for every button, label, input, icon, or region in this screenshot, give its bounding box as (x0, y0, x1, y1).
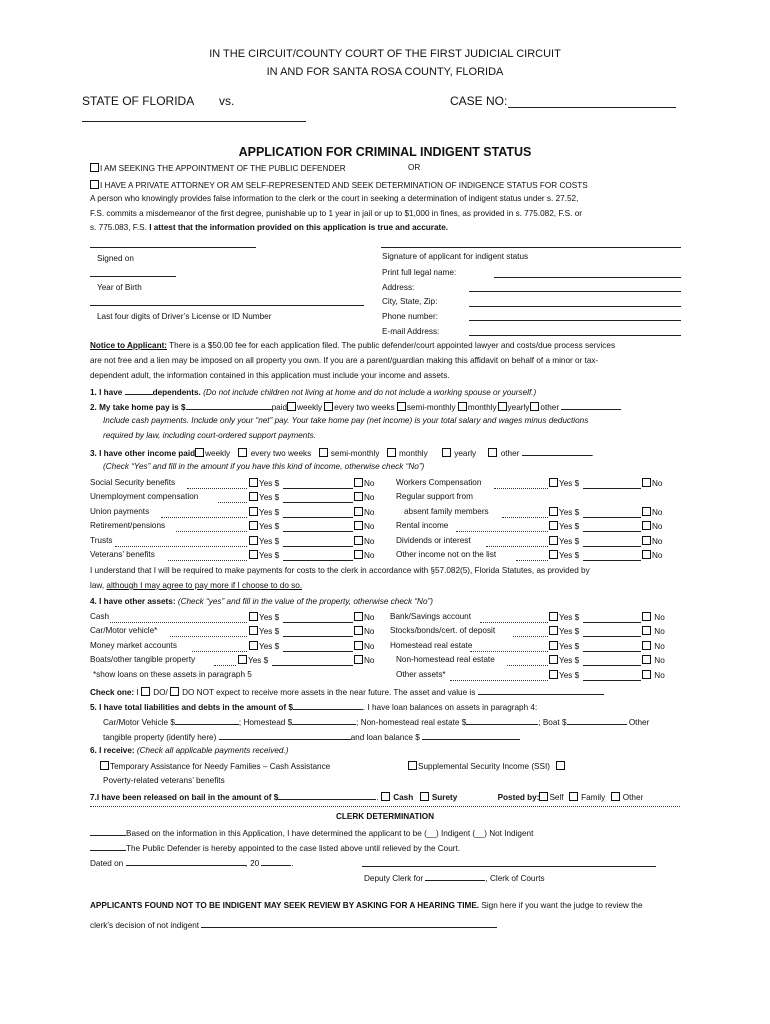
warning-line2: F.S. commits a misdemeanor of the first degree, punishable up to 1 year in jail or up to $1,000 in fines, as provided in s. 775.082, F.S. or (90, 209, 582, 218)
license-label: Last four digits of Driver’s License or ID Number (97, 312, 272, 321)
asset-row: Car/Motor vehicle* (90, 626, 158, 635)
dated-field[interactable] (126, 857, 246, 866)
court-heading-line1: IN THE CIRCUIT/COUNTY COURT OF THE FIRST JUDICIAL CIRCUIT (209, 48, 561, 60)
q5-liabilities: 5. I have total liabilities and debts in the amount of $ . I have loan balances on assets in paragraph 4: (90, 703, 538, 712)
clerk-dated: Dated on , 20 . (90, 859, 294, 868)
section-divider (90, 806, 680, 807)
tangible-identify-field[interactable] (219, 731, 351, 740)
public-defender-option[interactable]: I AM SEEKING THE APPOINTMENT OF THE PUBLIC DEFENDER (90, 163, 346, 173)
asset-yes-field[interactable]: Yes $ (549, 655, 579, 665)
pay-weekly-checkbox[interactable] (287, 402, 296, 411)
income-no-checkbox[interactable]: No (642, 478, 662, 488)
income-row: Workers Compensation (396, 478, 482, 487)
bail-surety-checkbox[interactable] (420, 792, 429, 801)
other-income-semimonthly-checkbox[interactable] (319, 448, 328, 457)
asset-no-checkbox[interactable]: No (354, 655, 374, 665)
warning-line3: s. 775.083, F.S. I attest that the information provided on this application is true and accurate. (90, 223, 449, 232)
address-label: Address: (382, 283, 415, 292)
year-of-birth-label: Year of Birth (97, 283, 142, 292)
deputy-signature-field[interactable] (362, 866, 656, 867)
deputy-clerk-line: Deputy Clerk for , Clerk of Courts (364, 874, 545, 883)
asset-row: Other assets* (396, 670, 446, 679)
phone-field[interactable] (469, 320, 681, 321)
clerk-title: CLERK DETERMINATION (335, 812, 435, 821)
q5-tangible-line: tangible property (identify here) and loan balance $ (103, 731, 520, 742)
other-income-other-checkbox[interactable] (488, 448, 497, 457)
income-no-checkbox[interactable]: No (642, 550, 662, 560)
check-one-line: Check one: I DO/ DO NOT expect to receive more assets in the near future. The asset and value is (90, 686, 604, 697)
posted-other-checkbox[interactable] (611, 792, 620, 801)
income-row: Other income not on the list (396, 550, 497, 559)
private-attorney-option[interactable]: I HAVE A PRIVATE ATTORNEY OR AM SELF-REPRESENTED AND SEEK DETERMINATION OF INDIGENCE STATUS FOR COSTS (90, 180, 588, 190)
income-row: Unemployment compensation (90, 492, 199, 501)
other-income-monthly-checkbox[interactable] (387, 448, 396, 457)
pay-biweekly-checkbox[interactable] (324, 402, 333, 411)
email-label: E-mail Address: (382, 327, 440, 336)
asset-no-checkbox[interactable]: No (642, 655, 665, 665)
income-no-checkbox[interactable]: No (354, 507, 374, 517)
q4-assets: 4. I have other assets: (Check “yes” and fill in the value of the property, otherwise check “No”) (90, 597, 433, 606)
posted-self-checkbox[interactable] (539, 792, 548, 801)
public-defender-checkbox[interactable] (90, 163, 99, 172)
q7-bail: 7.I have been released on bail in the amount of $ . Cash Surety Posted by: Self Family Other (90, 793, 644, 802)
asset-yes-field[interactable]: Yes $ (238, 655, 268, 665)
asset-no-checkbox[interactable]: No (354, 641, 374, 651)
income-row: Veterans’ benefits (90, 550, 155, 559)
nonhomestead-loan-field[interactable] (466, 716, 538, 725)
asset-yes-field[interactable]: Yes $ (249, 626, 279, 636)
income-yes-field[interactable]: Yes $ (249, 507, 279, 517)
asset-yes-field[interactable]: Yes $ (549, 626, 579, 636)
clerk-line2: The Public Defender is hereby appointed to the case listed above until relieved by the Court. (90, 842, 460, 853)
year-of-birth-field[interactable] (90, 276, 176, 277)
income-row: absent family members (404, 507, 489, 516)
signed-on-field[interactable] (90, 247, 256, 248)
asset-row: Cash (90, 612, 110, 621)
asset-value-field[interactable] (478, 686, 604, 695)
income-yes-field[interactable]: Yes $ (249, 550, 279, 560)
asset-no-checkbox[interactable]: No (642, 641, 665, 651)
form-title: APPLICATION FOR CRIMINAL INDIGENT STATUS (238, 145, 532, 159)
tanf-checkbox[interactable] (100, 761, 109, 770)
case-no-field[interactable] (508, 107, 676, 108)
print-name-label: Print full legal name: (382, 268, 457, 277)
understand-line2: law, although I may agree to pay more if I choose to do so. (90, 581, 303, 590)
income-no-checkbox[interactable]: No (642, 536, 662, 546)
income-yes-field[interactable]: Yes $ (249, 536, 279, 546)
posted-family-checkbox[interactable] (569, 792, 578, 801)
homestead-loan-field[interactable] (292, 716, 356, 725)
city-label: City, State, Zip: (382, 297, 438, 306)
defendant-name-field[interactable] (82, 121, 306, 122)
income-no-checkbox[interactable]: No (354, 521, 374, 531)
pay-other-field[interactable] (561, 401, 621, 410)
asset-yes-field[interactable]: Yes $ (249, 612, 279, 622)
do-checkbox[interactable] (141, 687, 150, 696)
clerk-line1: Based on the information in this Application, I have determined the applicant to be (__) Indigent (__) Not Indigent (90, 827, 533, 838)
pay-semimonthly-checkbox[interactable] (397, 402, 406, 411)
other-income-yearly-checkbox[interactable] (442, 448, 451, 457)
city-field[interactable] (469, 306, 681, 307)
warning-line1: A person who knowingly provides false information to the clerk or the court in seeking a determination of indigent status under s. 27.52, (90, 194, 579, 203)
income-yes-field[interactable]: Yes $ (549, 536, 579, 546)
show-loans-note: *show loans on these assets in paragraph 5 (93, 670, 252, 679)
income-row: Dividends or interest (396, 536, 471, 545)
phone-label: Phone number: (382, 312, 438, 321)
bail-cash-checkbox[interactable] (381, 792, 390, 801)
income-no-checkbox[interactable]: No (354, 536, 374, 546)
q3-other-income: 3. I have other income paid weekly every two weeks semi-monthly monthly yearly other . (90, 449, 594, 458)
pay-yearly-checkbox[interactable] (498, 402, 507, 411)
do-not-checkbox[interactable] (170, 687, 179, 696)
tangible-loan-field[interactable] (422, 731, 520, 740)
income-yes-field[interactable]: Yes $ (249, 521, 279, 531)
poverty-label: Poverty-related veterans’ benefits (103, 776, 225, 785)
court-heading-line2: IN AND FOR SANTA ROSA COUNTY, FLORIDA (266, 66, 504, 78)
signed-on-label: Signed on (97, 254, 134, 263)
asset-no-checkbox[interactable]: No (354, 612, 374, 622)
or-label: OR (408, 163, 421, 172)
deputy-clerk-field[interactable] (425, 872, 485, 881)
income-row: Union payments (90, 507, 150, 516)
other-income-biweekly-checkbox[interactable] (238, 448, 247, 457)
asset-row: Homestead real estate (390, 641, 473, 650)
income-no-checkbox[interactable]: No (354, 492, 374, 502)
asset-no-checkbox[interactable]: No (642, 626, 665, 636)
ssi-option[interactable]: Supplemental Security Income (SSI) (408, 761, 566, 771)
tanf-option[interactable]: Temporary Assistance for Needy Families – Cash Assistance (100, 761, 330, 771)
income-row: Social Security benefits (90, 478, 176, 487)
case-no-label: CASE NO: (450, 94, 508, 108)
address-field[interactable] (469, 291, 681, 292)
ssi-extra-checkbox[interactable] (556, 761, 565, 770)
income-no-checkbox[interactable]: No (354, 478, 374, 488)
asset-row: Boats/other tangible property (90, 655, 196, 664)
footer-line2: clerk’s decision of not indigent (90, 919, 497, 930)
ssi-checkbox[interactable] (408, 761, 417, 770)
boat-loan-field[interactable] (567, 716, 627, 725)
income-yes-field[interactable]: Yes $ (249, 492, 279, 502)
income-row: Retirement/pensions (90, 521, 166, 530)
print-name-field[interactable] (494, 277, 681, 278)
review-signature-field[interactable] (201, 919, 497, 928)
asset-row: Stocks/bonds/cert. of deposit (390, 626, 496, 635)
asset-no-checkbox[interactable]: No (642, 670, 665, 680)
income-row: Trusts (90, 536, 113, 545)
income-yes-field[interactable]: Yes $ (549, 478, 579, 488)
clerk-initial-field2[interactable] (90, 842, 126, 851)
other-income-weekly-checkbox[interactable] (195, 448, 204, 457)
income-no-checkbox[interactable]: No (642, 521, 662, 531)
income-yes-field[interactable]: Yes $ (549, 507, 579, 517)
q2-take-home-pay: 2. My take home pay is $ paid weekly every two weeks semi-monthly monthly yearly other (90, 401, 621, 412)
applicant-signature-field[interactable] (381, 247, 681, 248)
asset-yes-field[interactable]: Yes $ (249, 641, 279, 651)
asset-row: Money market accounts (90, 641, 177, 650)
dependents-field[interactable] (125, 386, 153, 395)
car-loan-field[interactable] (175, 716, 239, 725)
clerk-initial-field1[interactable] (90, 827, 126, 836)
understand-line1: I understand that I will be required to make payments for costs to the clerk in accordance with §57.082(5), Florida Statutes, as provided by (90, 566, 590, 575)
asset-row: Bank/Savings account (390, 612, 472, 621)
pay-other-checkbox[interactable] (530, 402, 539, 411)
asset-yes-field[interactable]: Yes $ (549, 612, 579, 622)
income-yes-field[interactable]: Yes $ (249, 478, 279, 488)
license-field[interactable] (90, 305, 364, 306)
asset-yes-field[interactable]: Yes $ (549, 641, 579, 651)
q1-dependents: 1. I have dependents. (Do not include children not living at home and do not include a working spouse or yourself.) (90, 388, 537, 397)
other-income-other-field[interactable] (522, 447, 592, 456)
notice-line1: Notice to Applicant: There is a $50.00 fee for each application filed. The public defender/court appointed lawyer and costs/due process services (90, 341, 616, 350)
notice-line2: are not free and a lien may be imposed on all property you own. If you are a parent/guardian making this affidavit on behalf of a minor or tax- (90, 356, 599, 365)
take-home-pay-field[interactable] (186, 401, 272, 410)
income-row: Rental income (396, 521, 449, 530)
footer-line1: APPLICANTS FOUND NOT TO BE INDIGENT MAY SEEK REVIEW BY ASKING FOR A HEARING TIME. Sign here if you want the judge to review the (90, 901, 643, 910)
private-attorney-checkbox[interactable] (90, 180, 99, 189)
asset-no-checkbox[interactable]: No (642, 612, 665, 622)
asset-row: Non-homestead real estate (396, 655, 495, 664)
notice-line3: dependent adult, the information contained in this application must include your income and assets. (90, 371, 450, 380)
year-field[interactable] (261, 857, 291, 866)
state-label: STATE OF FLORIDA (82, 94, 195, 108)
vs-label: vs. (219, 94, 235, 108)
bail-amount-field[interactable] (278, 791, 376, 800)
income-row: Regular support from (396, 492, 473, 501)
income-no-checkbox[interactable]: No (642, 507, 662, 517)
asset-no-checkbox[interactable]: No (354, 626, 374, 636)
q6-receive: 6. I receive: (Check all applicable payments received.) (90, 746, 289, 755)
income-no-checkbox[interactable]: No (354, 550, 374, 560)
pay-monthly-checkbox[interactable] (458, 402, 467, 411)
income-yes-field[interactable]: Yes $ (549, 550, 579, 560)
applicant-signature-label: Signature of applicant for indigent status (382, 252, 529, 261)
asset-yes-field[interactable]: Yes $ (549, 670, 579, 680)
email-field[interactable] (469, 335, 681, 336)
income-yes-field[interactable]: Yes $ (549, 521, 579, 531)
q2-note2: required by law, including court-ordered support payments. (103, 431, 316, 440)
q2-note1: Include cash payments. Include only your “net” pay. Your take home pay (net income) is your total salary and wages minus deductions (103, 416, 589, 425)
q3-note: (Check “Yes” and fill in the amount if you have this kind of income, otherwise check “No”) (103, 462, 425, 471)
liabilities-field[interactable] (293, 701, 363, 710)
q5-loans-line: Car/Motor Vehicle $ ; Homestead $ ; Non-homestead real estate $ ; Boat $ Other (103, 718, 650, 727)
